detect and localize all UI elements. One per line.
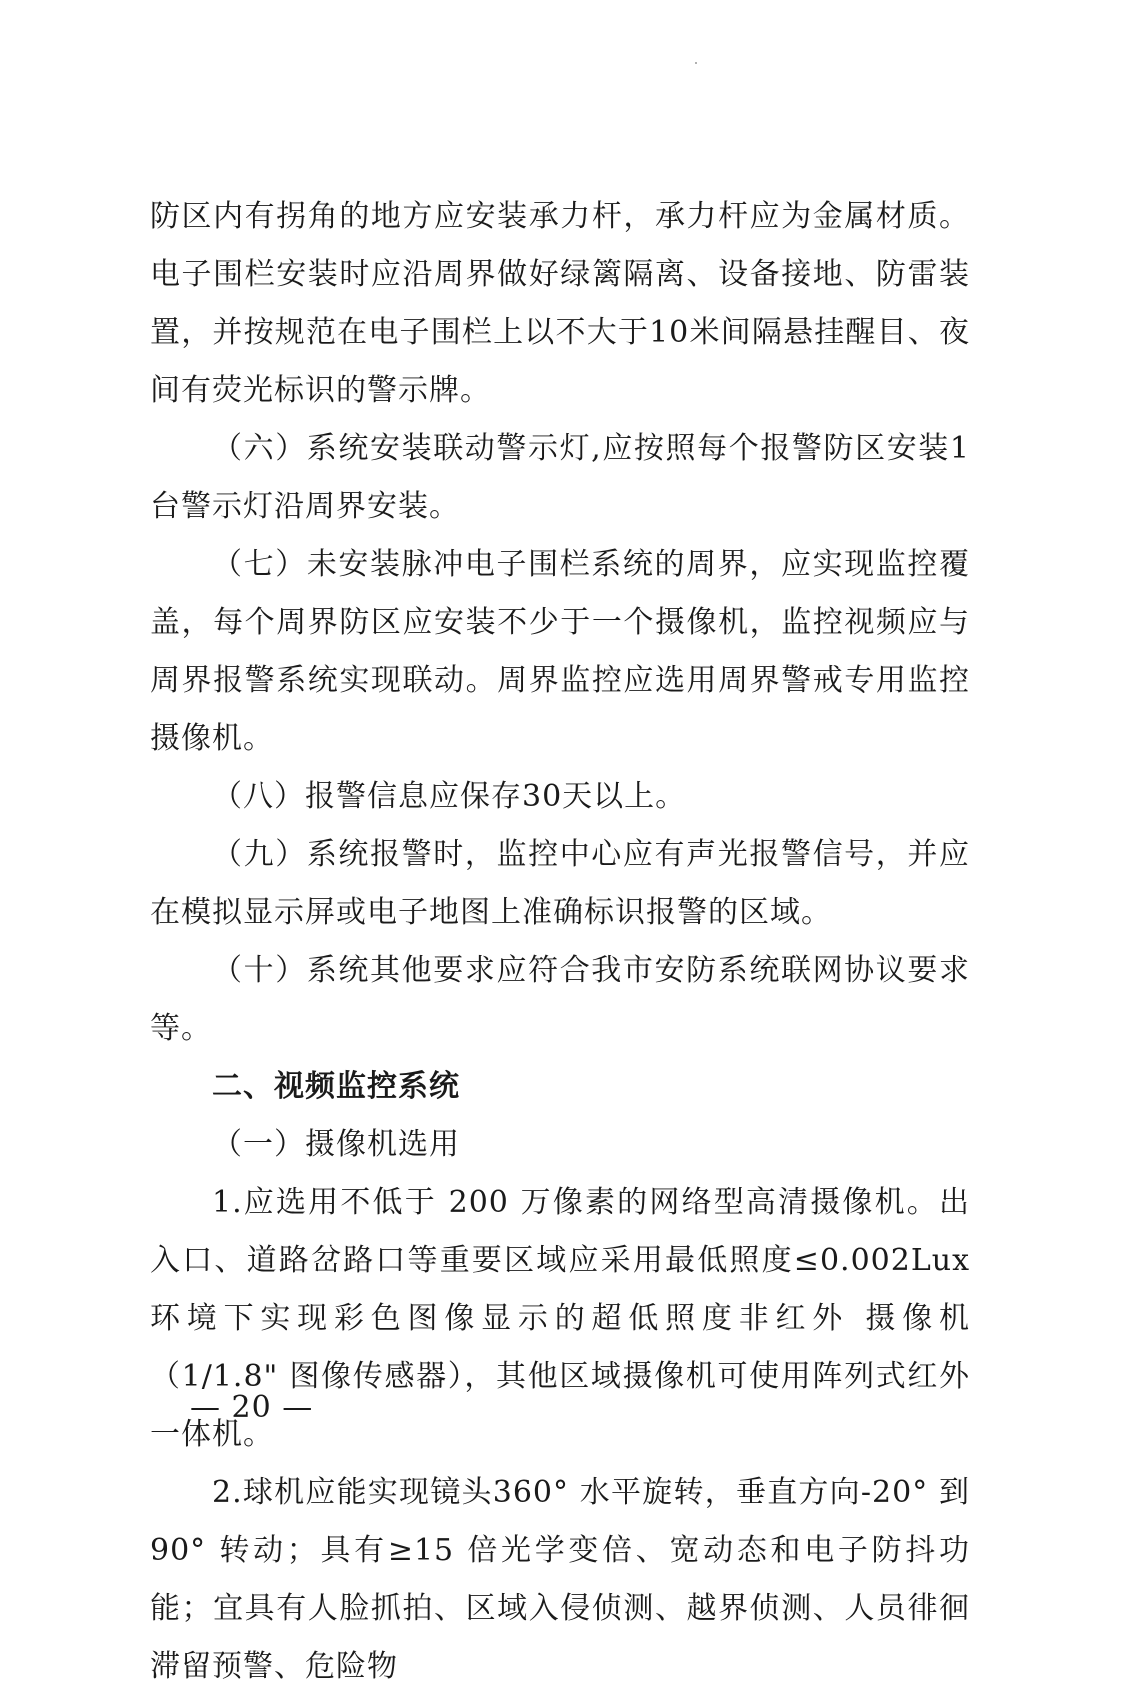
body-text bbox=[150, 188, 970, 1696]
section-heading-video-surveillance: 二、视频监控系统 bbox=[212, 1069, 460, 1104]
paragraph-item-7: （七）未安装脉冲电子围栏系统的周界，应实现监控覆盖，每个周界防区应安装不少于一个摄像机，监控视频应与周界报警系统实现联动。周界监控应选用周界警戒专用监控摄像机。 bbox=[150, 547, 970, 756]
paragraph-item-10: （十）系统其他要求应符合我市安防系统联网协议要求等。 bbox=[150, 953, 970, 1046]
paragraph-camera-req-2: 2.球机应能实现镜头360° 水平旋转，垂直方向-20° 到90° 转动；具有≥15 倍光学变倍、宽动态和电子防抖功能；宜具有人脸抓拍、区域入侵侦测、越界侦测、人员徘徊滞留预警、危险物 bbox=[150, 1475, 970, 1684]
paragraph-fence-details: 防区内有拐角的地方应安装承力杆，承力杆应为金属材质。电子围栏安装时应沿周界做好绿篱隔离、设备接地、防雷装置，并按规范在电子围栏上以不大于10米间隔悬挂醒目、夜间有荧光标识的警示牌。 bbox=[150, 199, 970, 408]
paragraph-item-6: （六）系统安装联动警示灯,应按照每个报警防区安装1台警示灯沿周界安装。 bbox=[150, 431, 970, 524]
scan-speck bbox=[695, 62, 697, 64]
paragraph-item-8: （八）报警信息应保存30天以上。 bbox=[212, 779, 687, 814]
paragraph-item-9: （九）系统报警时，监控中心应有声光报警信号，并应在模拟显示屏或电子地图上准确标识报警的区域。 bbox=[150, 837, 970, 930]
subheading-camera-selection: （一）摄像机选用 bbox=[212, 1127, 460, 1162]
paragraph-camera-req-1: 1.应选用不低于 200 万像素的网络型高清摄像机。出入口、道路岔路口等重要区域应采用最低照度≤0.002Lux 环境下实现彩色图像显示的超低照度非红外 摄像机（1/1.8" 图像传感器），其他区域摄像机可使用阵列式红外一体机。 bbox=[150, 1185, 970, 1452]
page-number: — 20 — bbox=[190, 1390, 314, 1425]
